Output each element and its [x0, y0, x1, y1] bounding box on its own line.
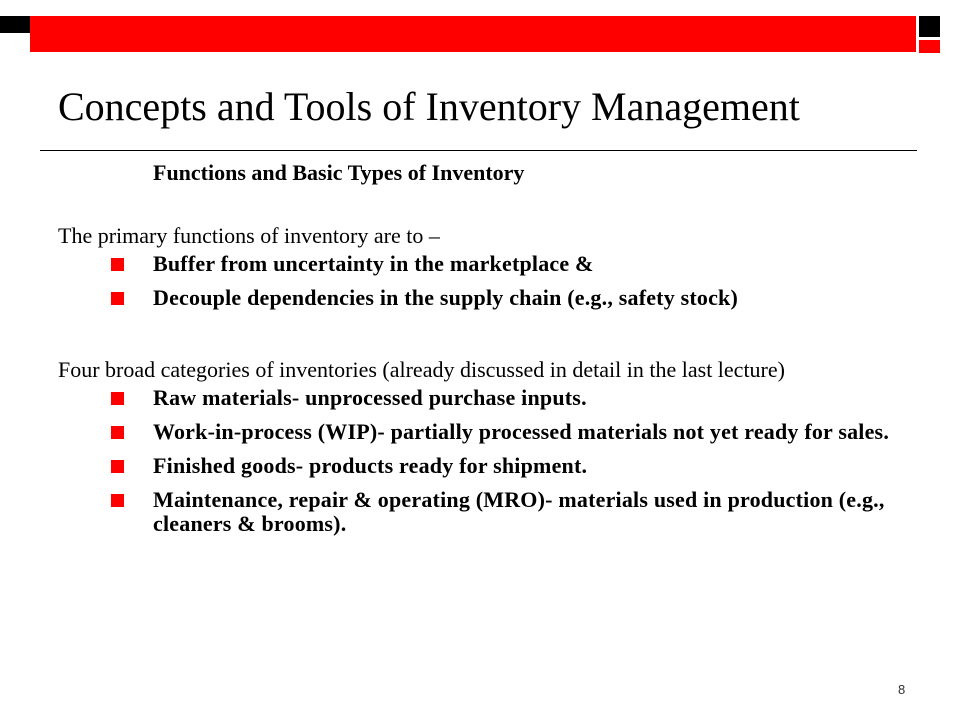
functions-intro: The primary functions of inventory are to –	[58, 223, 440, 248]
list-item-text: Finished goods- products ready for shipment.	[153, 453, 588, 478]
categories-intro: Four broad categories of inventories (already discussed in detail in the last lecture)	[58, 357, 785, 382]
list-item	[58, 454, 908, 478]
list-item	[58, 420, 908, 444]
square-bullet-icon	[111, 258, 124, 271]
square-bullet-icon	[111, 494, 124, 507]
square-bullet-icon	[111, 392, 124, 405]
square-bullet-icon	[111, 460, 124, 473]
square-bullet-icon	[111, 292, 124, 305]
list-item-text: Buffer from uncertainty in the marketplace &	[153, 251, 594, 276]
list-item-text: Work-in-process (WIP)- partially processed materials not yet ready for sales.	[153, 419, 890, 444]
header-bar-red	[30, 16, 916, 52]
list-item-text: Decouple dependencies in the supply chain (e.g., safety stock)	[153, 285, 739, 310]
list-item	[58, 386, 908, 410]
section-subheading: Functions and Basic Types of Inventory	[153, 160, 525, 185]
title-divider	[40, 150, 917, 151]
categories-list	[58, 386, 908, 536]
list-item	[58, 252, 908, 276]
slide-title: Concepts and Tools of Inventory Management	[58, 84, 800, 129]
list-item	[58, 488, 908, 536]
square-bullet-icon	[111, 426, 124, 439]
list-item-text: Raw materials- unprocessed purchase inputs.	[153, 385, 587, 410]
slide-body	[58, 158, 908, 546]
list-item	[58, 286, 908, 310]
list-item-text: Maintenance, repair & operating (MRO)- materials used in production (e.g., cleaners & brooms).	[153, 487, 885, 536]
page-number: 8	[898, 682, 906, 697]
header-square-black	[919, 16, 940, 37]
functions-list	[58, 252, 908, 310]
header-square-red	[919, 40, 940, 53]
